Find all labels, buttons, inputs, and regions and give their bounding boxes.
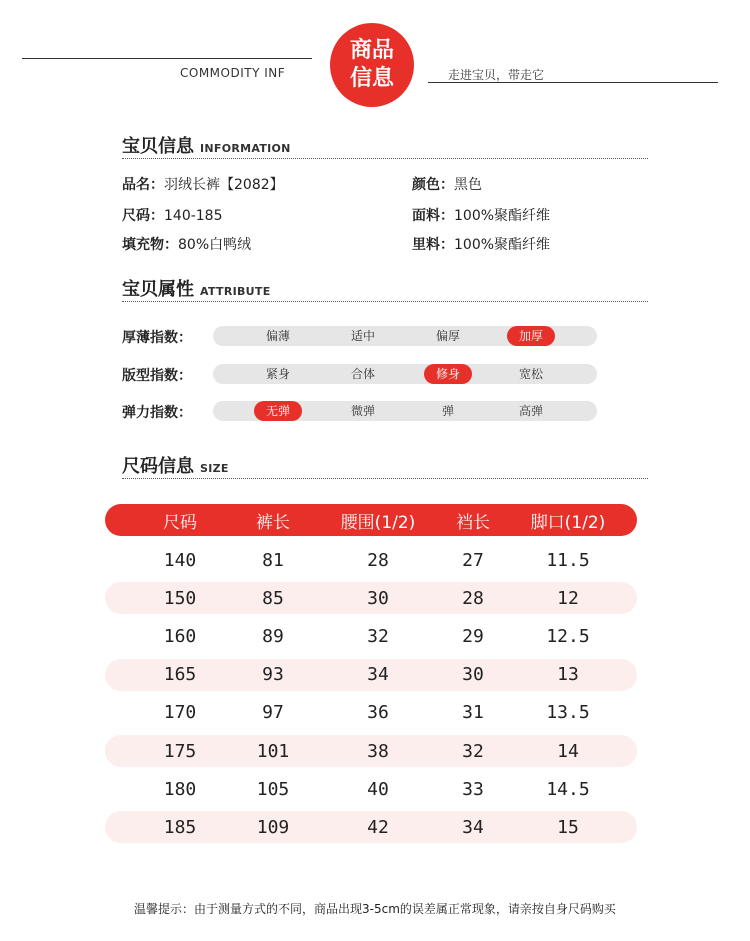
attr-option: 偏薄: [265, 329, 290, 343]
size-table-header-cell: 裆长: [456, 512, 490, 533]
attr-option: 偏厚: [435, 329, 460, 343]
table-row: [105, 582, 637, 614]
table-row: [105, 811, 637, 843]
table-cell: 105: [256, 778, 290, 800]
attr-option-selected: 无弹: [254, 401, 302, 421]
header-right-rule: [428, 82, 718, 83]
info-label: 填充物：: [122, 237, 178, 253]
table-cell: 30: [462, 664, 484, 686]
header-left-rule: [22, 58, 312, 59]
attr-option: 紧身: [265, 367, 290, 381]
table-cell: 93: [262, 664, 284, 686]
info-value: 100%聚酯纤维: [454, 208, 551, 224]
section-size-title: 尺码信息: [122, 456, 194, 477]
table-cell: 34: [367, 664, 389, 686]
table-cell: 12: [557, 587, 579, 609]
table-cell: 38: [367, 740, 389, 762]
info-color: [412, 174, 482, 194]
section-information-subtitle: INFORMATION: [200, 142, 291, 155]
attr-option: 高弹: [518, 404, 543, 418]
table-row: [105, 544, 637, 576]
table-cell: 140: [163, 549, 197, 571]
table-cell: 180: [163, 778, 197, 800]
attr-option-selected: 加厚: [507, 326, 555, 346]
table-cell: 42: [367, 816, 389, 838]
section-attribute-subtitle: ATTRIBUTE: [200, 285, 271, 298]
size-table-header-cell: 尺码: [163, 512, 197, 533]
info-label: 尺码：: [122, 208, 164, 224]
table-cell: 150: [163, 587, 197, 609]
table-cell: 34: [462, 816, 484, 838]
table-row: [105, 697, 637, 729]
attr-option: 弹: [441, 404, 454, 418]
table-row: [105, 735, 637, 767]
section-attribute-title: 宝贝属性: [122, 279, 194, 300]
attr-label: 版型指数：: [122, 368, 192, 384]
header-badge-line2: 信息: [349, 66, 394, 91]
attr-scale-track: [213, 401, 597, 421]
table-cell: 15: [557, 816, 579, 838]
table-cell: 81: [262, 549, 284, 571]
table-cell: 175: [163, 740, 197, 762]
info-fabric: [412, 205, 550, 225]
table-cell: 185: [163, 816, 197, 838]
info-label: 面料：: [412, 208, 454, 224]
table-cell: 11.5: [546, 549, 590, 571]
table-cell: 101: [256, 740, 290, 762]
size-table-header-cell: 腰围(1/2): [340, 512, 416, 533]
table-row: [105, 659, 637, 691]
table-cell: 27: [462, 549, 484, 571]
table-cell: 28: [367, 549, 389, 571]
attr-option-selected: 修身: [424, 364, 472, 384]
table-cell: 14.5: [546, 778, 590, 800]
size-table-header-cell: 脚口(1/2): [530, 512, 606, 533]
attr-scale-track: [213, 364, 597, 384]
footer-note: 温馨提示：由于测量方式的不同，商品出现3-5cm的误差属正常现象，请亲按自身尺码购买: [134, 902, 616, 916]
table-cell: 160: [163, 625, 197, 647]
table-cell: 32: [367, 625, 389, 647]
section-size-heading: [122, 452, 648, 479]
section-attribute-heading: [122, 275, 648, 302]
table-cell: 12.5: [546, 625, 590, 647]
info-filling: [122, 234, 251, 254]
table-row: [105, 620, 637, 652]
table-cell: 30: [367, 587, 389, 609]
size-table-header-cell: 裤长: [256, 512, 290, 533]
table-cell: 85: [262, 587, 284, 609]
table-cell: 29: [462, 625, 484, 647]
table-cell: 109: [256, 816, 290, 838]
table-cell: 13.5: [546, 702, 590, 724]
header-badge: [330, 23, 414, 107]
table-cell: 97: [262, 702, 284, 724]
attr-scale-track: [213, 326, 597, 346]
table-row: [105, 773, 637, 805]
attr-option: 宽松: [518, 367, 543, 381]
size-table-header: [105, 504, 637, 536]
table-cell: 32: [462, 740, 484, 762]
attr-option: 适中: [350, 329, 375, 343]
section-information-heading: [122, 132, 648, 159]
info-label: 颜色：: [412, 177, 454, 193]
info-value: 140-185: [164, 208, 223, 224]
table-cell: 31: [462, 702, 484, 724]
attr-option: 微弹: [350, 404, 375, 418]
info-label: 里料：: [412, 237, 454, 253]
table-cell: 165: [163, 664, 197, 686]
table-cell: 170: [163, 702, 197, 724]
info-label: 品名：: [122, 177, 164, 193]
info-value: 羽绒长裤【2082】: [164, 177, 284, 193]
info-size-range: [122, 205, 223, 225]
info-value: 黑色: [454, 177, 482, 193]
attr-label: 弹力指数：: [122, 405, 192, 421]
table-cell: 33: [462, 778, 484, 800]
table-cell: 40: [367, 778, 389, 800]
table-cell: 36: [367, 702, 389, 724]
table-cell: 14: [557, 740, 579, 762]
info-value: 80%白鸭绒: [178, 237, 252, 253]
info-lining: [412, 234, 550, 254]
header-left-text: COMMODITY INF: [180, 66, 286, 80]
info-value: 100%聚酯纤维: [454, 237, 551, 253]
section-information-title: 宝贝信息: [122, 136, 194, 157]
attr-label: 厚薄指数：: [122, 330, 192, 346]
info-product-name: [122, 174, 284, 194]
attr-option: 合体: [350, 367, 375, 381]
table-cell: 89: [262, 625, 284, 647]
header-right-text: 走进宝贝，带走它: [448, 68, 545, 82]
header-badge-line1: 商品: [349, 38, 394, 63]
section-size-subtitle: SIZE: [200, 462, 229, 475]
table-cell: 13: [557, 664, 579, 686]
table-cell: 28: [462, 587, 484, 609]
